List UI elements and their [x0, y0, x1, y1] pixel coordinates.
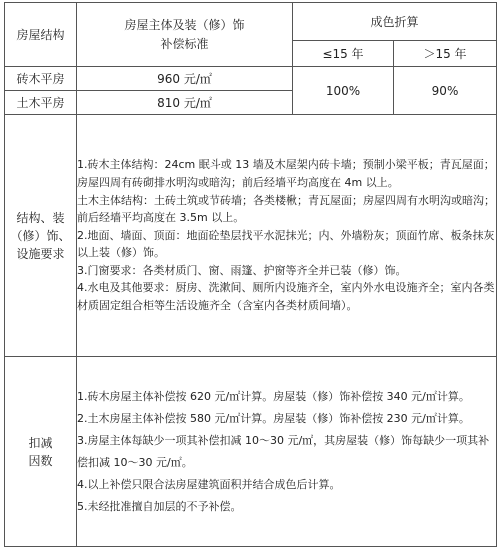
deduction-paragraph: 1.砖木房屋主体补偿按 620 元/㎡计算。房屋装（修）饰补偿按 340 元/㎡计算。 — [77, 389, 470, 403]
deductions-label-line: 因数 — [28, 453, 53, 468]
discount-le15-value: 100% — [293, 67, 394, 115]
requirements-label-line: 结构、装 — [16, 210, 65, 225]
header-discount: 成色折算 — [293, 3, 497, 41]
requirement-paragraph: 4.水电及其他要求：厨房、洗漱间、厕所内设施齐全，室内外水电设施齐全；室内各类材质固定组合柜等生活设施齐全（含室内各类材质间墙）。 — [77, 281, 495, 313]
row-price: 960 元/㎡ — [77, 67, 293, 91]
requirement-paragraph: 2.地面、墙面、顶面：地面砼垫层找平水泥抹光；内、外墙粉灰；顶面竹席、板条抹灰以上装（修）饰。 — [77, 228, 495, 260]
table-row — [5, 115, 497, 357]
header-standard — [77, 3, 293, 67]
discount-gt15-value: 90% — [394, 67, 497, 115]
requirements-label-line: 设施要求 — [16, 246, 65, 261]
header-structure: 房屋结构 — [5, 3, 77, 67]
requirements-label — [5, 115, 77, 357]
header-standard-line1: 房屋主体及装（修）饰 — [124, 17, 245, 32]
requirement-paragraph: 1.砖木主体结构：24cm 眠斗或 13 墙及木屋架内砖卡墙；预制小梁平板；青瓦屋面；房屋四周有砖砌排水明沟或暗沟；前后经墙平均高度在 4m 以上。 — [77, 158, 495, 189]
table-row — [5, 67, 497, 91]
header-standard-line2: 补偿标准 — [160, 36, 209, 51]
deductions-label-line: 扣减 — [28, 435, 53, 450]
compensation-table — [4, 2, 497, 547]
deduction-paragraph: 3.房屋主体每缺少一项其补偿扣减 10～30 元/㎡，其房屋装（修）饰每缺少一项其补偿扣减 10～30 元/㎡。 — [77, 433, 490, 469]
table-row — [5, 357, 497, 547]
requirements-label-line: （修）饰、 — [10, 228, 71, 243]
row-price: 810 元/㎡ — [77, 91, 293, 115]
deduction-paragraph: 4.以上补偿只限合法房屋建筑面积并结合成色后计算。 — [77, 477, 341, 491]
header-gt15: ＞15 年 — [394, 41, 497, 67]
table-row — [5, 3, 497, 41]
header-le15: ≤15 年 — [293, 41, 394, 67]
deductions-label — [5, 357, 77, 547]
requirement-paragraph: 3.门窗要求：各类材质门、窗、雨篷、护窗等齐全并已装（修）饰。 — [77, 263, 407, 277]
deduction-paragraph: 5.未经批准擅自加层的不予补偿。 — [77, 499, 242, 513]
deduction-paragraph: 2.土木房屋主体补偿按 580 元/㎡计算。房屋装（修）饰补偿按 230 元/㎡计算。 — [77, 411, 470, 425]
row-type: 土木平房 — [5, 91, 77, 115]
requirement-paragraph: 土木主体结构：土砖土筑或节砖墙；各类楼楸；青瓦屋面；房屋四周有水明沟或暗沟；前后经墙平均高度在 3.5m 以上。 — [77, 193, 495, 225]
requirements-text — [77, 115, 497, 357]
deductions-text — [77, 357, 497, 547]
row-type: 砖木平房 — [5, 67, 77, 91]
